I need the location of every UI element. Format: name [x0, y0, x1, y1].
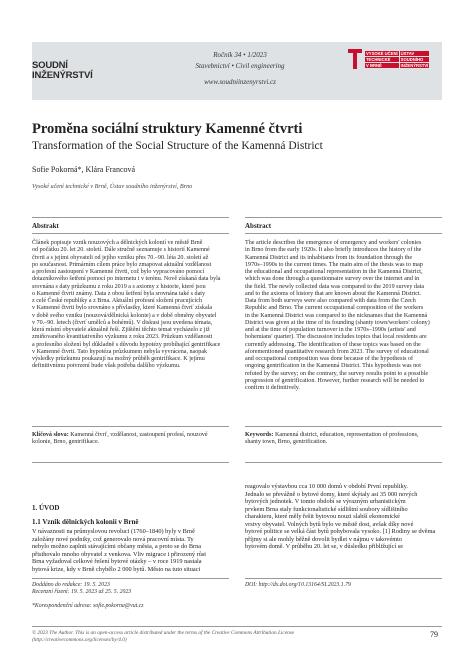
body-line: Jednalo se převážně o bytové domy, které skýtaly asi 35 000 nových [245, 490, 418, 498]
divider [245, 462, 442, 463]
abstract-en-line: Data from both surveys were also compared with data from the Czech [245, 298, 416, 304]
journal-name-line1: SOUDNÍ [32, 60, 68, 71]
abstract-en-line: and to the axioms of history that are known about the Kamenná District. [245, 290, 422, 297]
corresponding-address[interactable]: *Korespondenční adresa: sofie.pokorna@vut.cz [32, 603, 144, 609]
abstract-cz-line: v 70.–90. letech (čtvrť umělců a bohémů). V diskusi jsou uvedena témata, [32, 319, 213, 326]
divider [245, 233, 442, 234]
abstract-cz-line: dotazníkového šetření pomocí po internetu i v terénu. Nově získaná data byla [32, 276, 221, 283]
journal-logo [32, 42, 122, 100]
body-line: bytových jednotek. V tomto období se výrazným urbanistickým [245, 498, 406, 505]
abstract-en-line: in Brno from the early 1920s. It also briefly introduces the history of the [245, 247, 422, 254]
article-subtitle: Transformation of the Social Structure of the Kamenná District [32, 140, 323, 152]
body-line: příjmy si ale mohly běžně dovolit bydlet v nájmu v takovémto [245, 535, 403, 543]
abstract-en-heading: Abstract [245, 222, 272, 230]
abstract-cz-line: čtvrti a s jejími obyvateli od jejího vzniku přes 70.–90. léta 20. století až [32, 254, 209, 261]
university-logo-word: INŽENÝRSTVÍ [400, 62, 429, 68]
section-heading: 1. ÚVOD [32, 504, 60, 512]
journal-issue: Ročník 34 • 1/2023 [213, 51, 267, 59]
abstract-en-line: aforementioned quantitative research from 2023. The survey of educational [245, 348, 429, 355]
university-logo-word: SOUDNÍHO [400, 57, 430, 62]
article-authors: Sofie Pokorná*, Klára Francová [32, 165, 136, 174]
journal-info [140, 50, 340, 88]
abstract-cz-line: o Kamenné čtvrti známy. Data z obou šetření byla srovnána také s daty [32, 290, 206, 297]
abstract-cz-line: a profesního složení byl důkladně s důvodu hypotézy probíhající gentrifikace [32, 341, 221, 348]
footnote-dates [32, 582, 229, 610]
body-line: reagovalo výstavbou cca 10 000 domů v období První republiky. [245, 483, 408, 490]
abstract-en-text [245, 240, 442, 392]
body-line: V návaznosti na průmyslovou revoluci (1760–1840) byly v Brně [32, 528, 195, 535]
license-link[interactable]: (http://creativecommons.org/licenses/by/4.0) [32, 636, 127, 643]
body-line: vrstvy obyvatel. Volných bytů bylo ve městě dost, avšak díky nové [245, 520, 414, 528]
abstract-cz-heading: Abstrakt [32, 222, 59, 230]
abstract-en-line: in the Kamenná District was compared to the nicknames that the Kamenná [245, 312, 428, 319]
journal-subjects: Stavebnictví • Civil engineering [195, 61, 285, 70]
university-logo-text [365, 51, 429, 68]
abstract-cz-line: po současnost. Primárním cílem práce bylo zmapovat aktuální vzdělanost [32, 261, 212, 268]
abstract-en-line: Kamenná District and its inhabitants from its foundation through the [245, 254, 413, 261]
article-affiliation: Vysoké učení technické v Brně, Ústav soudního inženýrství, Brno [32, 183, 193, 190]
body-text-left [32, 528, 229, 573]
body-line: bytové politice se velká část bytů pohybovala vysoko. [1] Rodiny se dvěma [245, 528, 436, 535]
footer-divider [32, 626, 442, 627]
abstract-cz-line: výsledky průzkumu poukazují na možný průběh gentrifikace. K jejímu [32, 356, 205, 362]
university-logo [348, 46, 440, 72]
divider [245, 426, 442, 427]
license-text: © 2023 The Author. This is an open-access article distributed under the terms of the Creative Commons Attribution License (http://creativecommons.org/licenses/by/4.0) [32, 630, 412, 643]
review-dates: Recenzní řízení: 19. 5. 2023 až 25. 5. 2023 [32, 589, 132, 595]
abstract-cz-line: definitivnímu potvrzení bude však potřeba dalšího výzkumu. [32, 363, 181, 370]
university-logo-word: ÚSTAV [400, 51, 430, 56]
received-date: Doddáno do redakce: 19. 5. 2023 [32, 582, 110, 588]
abstract-en-line: which was done through a questionnaire survey over the internet and in [245, 276, 420, 283]
abstract-en-line: 1970s–1990s to the current times. The main aim of the thesis was to map [245, 261, 423, 268]
abstract-en-line: refuted by the survey; on the contrary, the survey results point to a possible [245, 370, 429, 377]
body-line: bytová krize, kdy v Brně chybělo 2 000 bytů. Město na tuto situaci [32, 565, 201, 573]
body-line: přisthovalo mnoho obyvatel z venkova. Vliv migrace i přirozený růst [32, 550, 207, 558]
abstract-en-line: currently addressing. The identification of these topics was based on the [245, 341, 421, 348]
keywords-en-label: Keywords: [245, 432, 274, 438]
university-t-logo-icon [348, 49, 362, 69]
journal-url[interactable]: www.soudniinzenyrstvi.cz [204, 78, 276, 86]
divider [32, 217, 229, 218]
abstract-en-line: Republic and Brno. The current occupational composition of the workers [245, 305, 424, 312]
body-line: nebylo možno zaplnit stávajícími občany města, a proto se do Brna [32, 543, 202, 550]
abstract-en-line: District was given at the time of its founding (shanty town/workers' colony) [245, 319, 430, 326]
keywords-cz: Klíčová slova: Kamenná čtvrť, vzdělanost, zastoupení profesí, nouzové kolonie, Brno, gentrifikace. [32, 432, 208, 446]
abstract-cz-line: srovnána s daty průzkumu z roku 2019 a s axiomy z historie, které jsou [32, 283, 206, 290]
abstract-cz-line: v době svého vzniku (nouzová/dělnická kolonie) a v době obměny obyvatel [32, 312, 217, 319]
divider [32, 462, 229, 463]
page-number: 79 [430, 630, 438, 639]
body-text-right [245, 483, 442, 551]
abstract-cz-line: z celé České republiky a z Brna. Aktuální profesní složení pracujících [32, 298, 203, 304]
divider [32, 233, 229, 234]
abstract-en-line: progression of gentrification. However, further research will be needed to [245, 377, 425, 384]
abstract-cz-line: zmiňovaného kvantitativního výzkumu z roku 2023. Průzkum vzdělanosti [32, 334, 213, 341]
article-title: Proměna sociální struktury Kamenné čtvrti [32, 121, 303, 137]
abstract-cz-line: Článek popisuje vznik nouzových a dělnických kolonií ve městě Brně [32, 240, 203, 246]
abstract-en-line: bohemians' quarter). The discussion includes topics that local residents are [245, 334, 427, 341]
university-logo-word: VYSOKÉ UČENÍ [366, 50, 398, 56]
abstract-cz-line: v Kamenné čtvrti bylo srovnáno s přívlastky, které Kamenná čtvrť získala [32, 305, 213, 312]
abstract-en-line: and at the time of population turnover in the 1970s–1990s (artists' and [245, 327, 416, 333]
abstract-en-line: confirm it definitively. [245, 385, 300, 391]
abstract-en-line: the educational and occupational representation in the Kamenná District, [245, 269, 423, 275]
abstract-cz-line: a profesní zastoupení v Kamenné čtvrti, což bylo vypracováno pomocí [32, 269, 205, 275]
abstract-cz-line: v Kamenné čtvrti. Tato hypotéza průzkumem nebyla vyvrácena, naopak [32, 348, 208, 355]
divider [245, 578, 442, 579]
journal-name-line2: INŽENÝRSTVÍ [32, 70, 93, 81]
body-line: prvkem Brna staly funkcionalistické sídlištní soubory sídlištního [245, 505, 408, 513]
keywords-en: Keywords: Kamenná district, education, representation of professions, shanty town, Brno, gentrification. [245, 432, 419, 446]
abstract-en-line: and occupational composition was done because of the hypothesis of [245, 356, 414, 362]
abstract-en-line: ongoing gentrification in the Kamenná District. This hypothesis was not [245, 363, 421, 370]
abstract-cz-line: od počátku 20. let 20. století. Dále stručně seznamuje s historií Kamenné [32, 247, 210, 254]
university-logo-word: V BRNĚ [365, 63, 399, 68]
abstract-cz-text [32, 240, 229, 371]
body-line: charakteru, které měly řešit bytovou nouzi slabší ekonomické [245, 513, 400, 520]
keywords-cz-label: Klíčová slova: [32, 432, 69, 438]
body-line: založány nové podniky, což generovalo nová pracovní místa. Ty [32, 535, 194, 543]
doi[interactable]: DOI: http://dx.doi.org/10.13164/SI.2023.1.79 [245, 582, 351, 588]
subsection-heading: 1.1 Vznik dělnických kolonií v Brně [32, 518, 139, 526]
divider [32, 578, 229, 579]
abstract-en-line: the field. The newly collected data was compared to the 2019 survey data [245, 283, 425, 290]
abstract-en-line: The article describes the emergence of emergency and workers' colonies [245, 240, 422, 246]
divider [245, 217, 442, 218]
divider [32, 426, 229, 427]
university-logo-word: TECHNICKÉ [365, 57, 399, 62]
body-line: Brna vyžadoval celkové řešení bytové otázky – v roce 1919 nastala [32, 558, 202, 565]
abstract-cz-line: která místní obyvatelé aktuálně řeší. Zjištění těchto témat vycházelo z již [32, 327, 210, 333]
body-line: bytovém domě. V průběhu 20. let se, v důsledku přibližující se [245, 543, 404, 550]
